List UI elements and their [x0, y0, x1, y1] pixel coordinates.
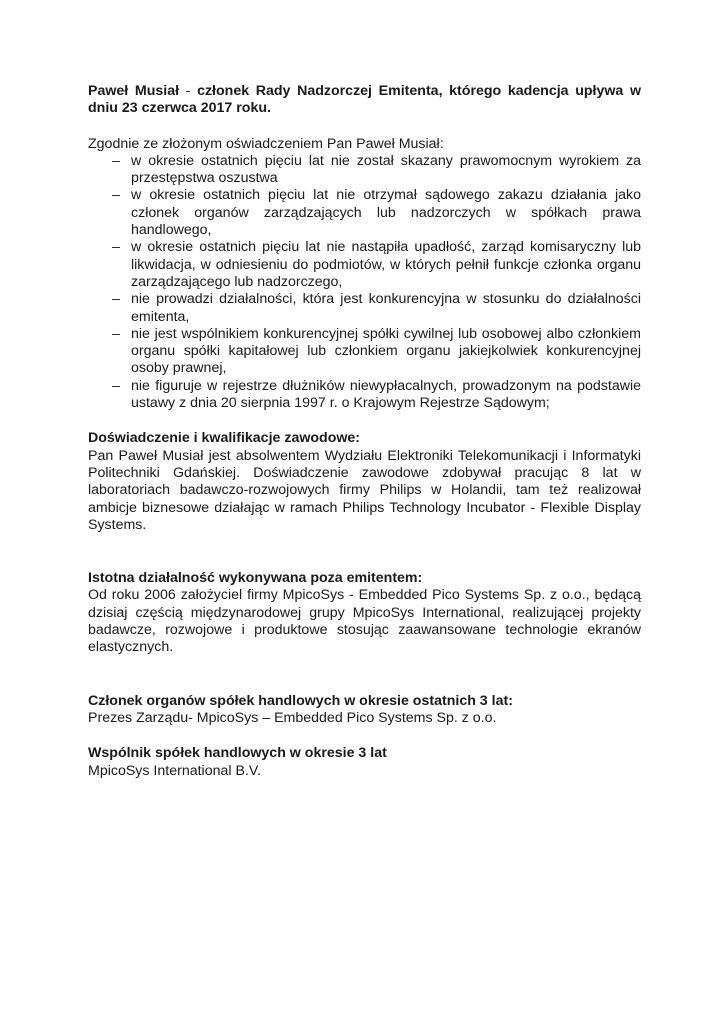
bullet-dash: – — [112, 152, 120, 169]
partner-text: MpicoSys International B.V. — [88, 762, 261, 779]
statement-item: – nie prowadzi działalności, która jest konkurencyjna w stosunku do działalności emitenta, — [112, 291, 641, 325]
board-member-text: Prezes Zarządu- MpicoSys – Embedded Pico Systems Sp. z o.o. — [88, 709, 497, 726]
statement-list — [88, 153, 641, 412]
statement-intro: Zgodnie ze złożonym oświadczeniem Pan Paweł Musiał: — [88, 135, 444, 152]
partner-heading: Wspólnik spółek handlowych w okresie 3 lat — [88, 745, 387, 762]
activity-text: Od roku 2006 założyciel firmy MpicoSys - Embedded Pico Systems Sp. z o.o., będącą dzisiaj częścią międzynarodowej grupy MpicoSys International, realizującej projekty badawcze, rozwojowe i produktowe stosując zaawansowane technologie ekranów elastycznych. — [88, 587, 641, 656]
statement-item: – nie jest wspólnikiem konkurencyjnej spółki cywilnej lub osobowej albo członkiem organu spółki kapitałowej lub członkiem organu jakiejkolwiek konkurencyjnej osoby prawnej, — [112, 325, 641, 377]
board-member-heading: Członek organów spółek handlowych w okresie ostatnich 3 lat: — [88, 692, 513, 709]
experience-text: Pan Paweł Musiał jest absolwentem Wydziału Elektroniki Telekomunikacji i Informatyki Politechniki Gdańskiej. Doświadczenie zawodowe zdobywał pracując 8 lat w laboratoriach badawczo-rozwojowych firmy Philips w Holandii, tam też realizował ambicje biznesowe działając w ramach Philips Technology Incubator - Flexible Display Systems. — [88, 447, 641, 533]
bullet-dash: – — [112, 239, 120, 256]
statement-item: – nie figuruje w rejestrze dłużników niewypłacalnych, prowadzonym na podstawie ustawy z dnia 20 sierpnia 1997 r. o Krajowym Rejestrze Sądowym; — [112, 377, 641, 412]
activity-heading: Istotna działalność wykonywana poza emitentem: — [88, 570, 423, 587]
statement-item: – w okresie ostatnich pięciu lat nie został skazany prawomocnym wyrokiem za przestępstwa oszustwa — [112, 152, 641, 187]
experience-heading: Doświadczenie i kwalifikacje zawodowe: — [88, 430, 361, 447]
title-rest: członek Rady Nadzorczej Emitenta, którego kadencja upływa w dniu 23 czerwca 2017 roku. — [88, 83, 641, 117]
document-title — [88, 83, 641, 118]
bullet-dash: – — [112, 377, 120, 394]
bullet-dash: – — [112, 325, 120, 342]
bullet-dash: – — [112, 187, 120, 204]
statement-item: – w okresie ostatnich pięciu lat nie otrzymał sądowego zakazu działania jako członek organów zarządzających lub nadzorczych w spółkach prawa handlowego, — [112, 187, 641, 239]
statement-item: – w okresie ostatnich pięciu lat nie nastąpiła upadłość, zarząd komisaryczny lub likwidacja, w odniesieniu do podmiotów, w których pełnił funkcje członka organu zarządzającego lub nadzorczego, — [112, 239, 641, 290]
title-separator: - — [179, 83, 198, 99]
bullet-dash: – — [112, 291, 120, 308]
title-name: Paweł Musiał — [88, 83, 180, 99]
